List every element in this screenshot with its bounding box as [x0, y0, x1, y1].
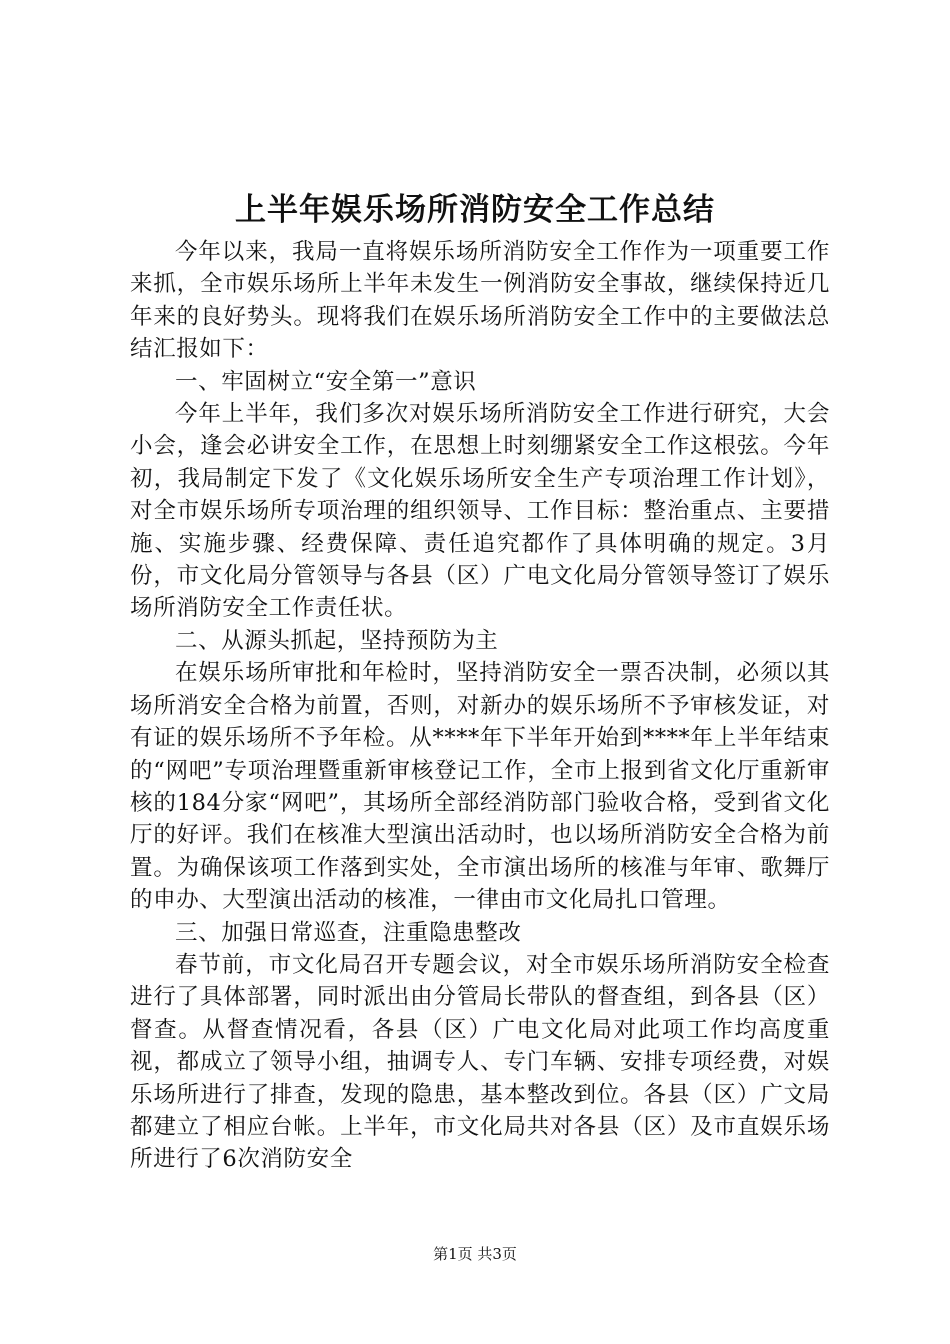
- section-heading-1: 一、牢固树立“安全第一”意识: [175, 368, 477, 395]
- paragraph-intro: 今年以来，我局一直将娱乐场所消防安全工作作为一项重要工作来抓，全市娱乐场所上半年未发生一例消防安全事故，继续保持近几年来的良好势头。现将我们在娱乐场所消防安全工作中的主要做法总结汇报如下：: [130, 239, 830, 363]
- section-heading-2: 二、从源头抓起，坚持预防为主: [175, 627, 499, 654]
- document-body: [130, 236, 830, 1176]
- paragraph-section-3: 春节前，市文化局召开专题会议，对全市娱乐场所消防安全检查进行了具体部署，同时派出由分管局长带队的督查组，到各县（区）督查。从督查情况看，各县（区）广电文化局对此项工作均高度重视，都成立了领导小组，抽调专人、专门车辆、安排专项经费，对娱乐场所进行了排查，发现的隐患，基本整改到位。各县（区）广文局都建立了相应台帐。上半年，市文化局共对各县（区）及市直娱乐场所进行了6次消防安全: [130, 951, 830, 1173]
- section-heading-3: 三、加强日常巡查，注重隐患整改: [175, 919, 522, 946]
- paragraph-section-1: 今年上半年，我们多次对娱乐场所消防安全工作进行研究，大会小会，逢会必讲安全工作，在思想上时刻绷紧安全工作这根弦。今年初，我局制定下发了《文化娱乐场所安全生产专项治理工作计划》，对全市娱乐场所专项治理的组织领导、工作目标：整治重点、主要措施、实施步骤、经费保障、责任追究都作了具体明确的规定。3月份，市文化局分管领导与各县（区）广电文化局分管领导签订了娱乐场所消防安全工作责任状。: [130, 401, 830, 622]
- paragraph-section-2: 在娱乐场所审批和年检时，坚持消防安全一票否决制，必须以其场所消安全合格为前置，否则，对新办的娱乐场所不予审核发证，对有证的娱乐场所不予年检。从****年下半年开始到****年上半年结束的“网吧”专项治理暨重新审核登记工作，全市上报到省文化厅重新审核的184分家“网吧”，其场所全部经消防部门验收合格，受到省文化厅的好评。我们在核准大型演出活动时，也以场所消防安全合格为前置。为确保该项工作落到实处，全市演出场所的核准与年审、歌舞厅的申办、大型演出活动的核准，一律由市文化局扎口管理。: [130, 660, 830, 914]
- page-footer: 第1页 共3页: [433, 1245, 517, 1263]
- document-title: 上半年娱乐场所消防安全工作总结: [235, 192, 715, 228]
